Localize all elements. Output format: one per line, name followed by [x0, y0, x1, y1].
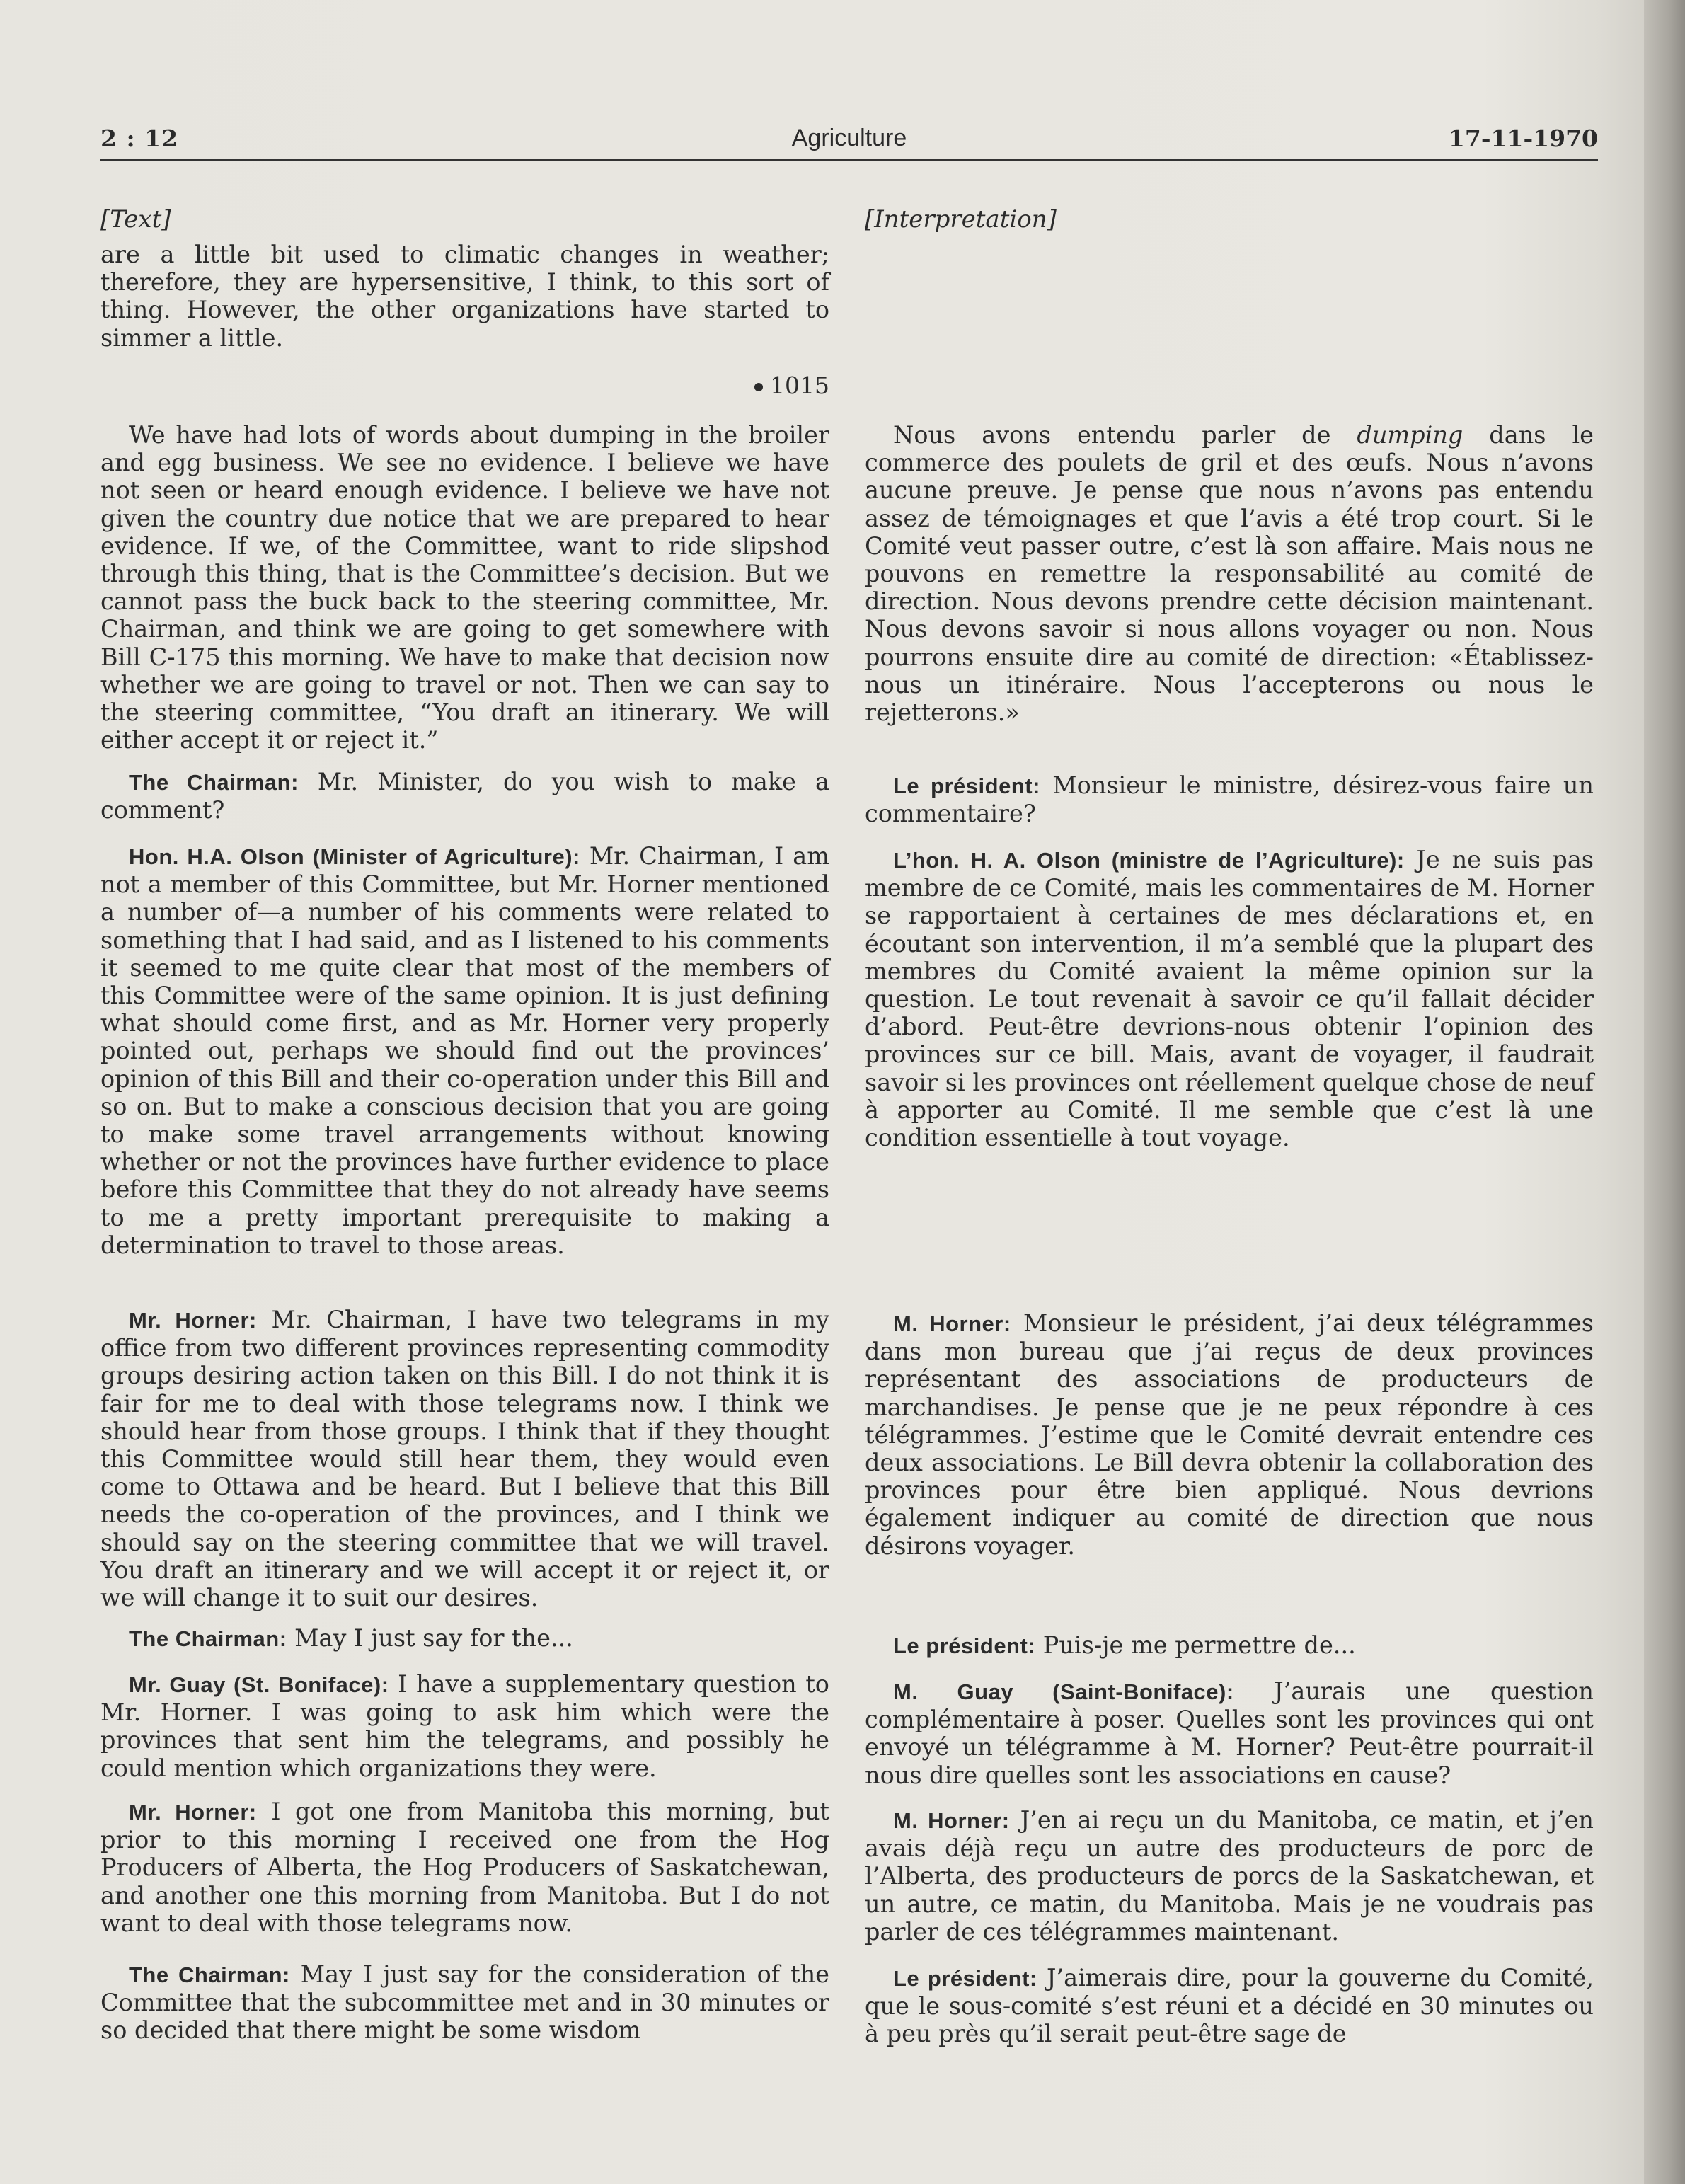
page-binding-shadow [1644, 0, 1685, 2184]
bullet-icon [754, 383, 763, 391]
speech-text: Monsieur le ministre, désirez-vous faire un commentaire? [865, 771, 1594, 828]
paragraph-chairman-2 [100, 1624, 829, 1653]
speech-text: Mr. Minister, do you wish to make a comment? [100, 768, 829, 824]
paragraph-horner-telegrams [100, 1306, 829, 1611]
paragraph-continuation: are a little bit used to climatic changes in weather; therefore, they are hypersensitive, I think, to this sort of thing. However, the other organizations have started to simmer a little. [100, 241, 829, 352]
speech-text: May I just say for the consideration of the Committee that the subcommittee met and in 30 minutes or so decided that there might be some wisdom [100, 1960, 829, 2045]
text-label: [Text] [100, 205, 171, 234]
speaker-name: L’hon. H. A. Olson (ministre de l’Agriculture): [893, 848, 1405, 873]
paragraph-olson [100, 842, 829, 1259]
speech-text: Mr. Chairman, I have two telegrams in my office from two different provinces representing commodity groups desiring action taken on this Bill. I do not think it is fair for me to deal with those telegrams now. I think we should hear from those groups. I think that if they thought this Committee would still hear them, they would even come to Ottawa and be heard. But I believe that this Bill needs the co-operation of the provinces, and I think we should say on the steering committee that we will travel. You draft an itinerary and we will accept it or reject it, or we will change it to suit our desires. [100, 1306, 829, 1612]
french-column [865, 205, 1594, 2048]
speaker-name: M. Guay (Saint-Boniface): [893, 1679, 1234, 1704]
speaker-name: Le président: [893, 1633, 1036, 1658]
page-date: 17-11-1970 [1448, 125, 1598, 152]
paragraph-guay [100, 1670, 829, 1782]
paragraph-horner-telegrams-fr [865, 1309, 1594, 1560]
paragraph-horner-dumping-fr [865, 421, 1594, 726]
speaker-name: Mr. Horner: [129, 1308, 257, 1333]
speech-text: Monsieur le président, j’ai deux télégrammes dans mon bureau que j’ai reçus de deux provinces représentant des associations de producteurs de marchandises. Je pense que je ne peux répondre à ces télégrammes. J’estime que le Comité devrait entendre ces deux associations. Le Bill devra obtenir la collaboration des provinces pour être bien appliqué. Nous devrions également indiquer au comité de direction que nous désirons voyager. [865, 1309, 1594, 1560]
speech-text: May I just say for the... [287, 1624, 573, 1652]
speech-text: J’aimerais dire, pour la gouverne du Comité, que le sous-comité s’est réuni et a décidé en 30 minutes ou à peu près qu’il serait peut-être sage de [865, 1964, 1594, 2048]
paragraph-horner-dumping: We have had lots of words about dumping in the broiler and egg business. We see no evidence. I believe we have not seen or heard enough evidence. I believe we have not given the country due notice that we are prepared to hear evidence. If we, of the Committee, want to ride slipshod through this thing, that is the Committee’s decision. But we cannot pass the buck back to the steering committee, Mr. Chairman, and think we are going to get somewhere with Bill C-175 this morning. We have to make that decision now whether we are going to travel or not. Then we can say to the steering committee, “You draft an itinerary. We will either accept it or reject it.” [100, 421, 829, 754]
speech-text: I have a supplementary question to Mr. Horner. I was going to ask him which were the provinces that sent him the telegrams, and possibly he could mention which organizations they were. [100, 1670, 829, 1782]
speaker-name: The Chairman: [129, 1962, 290, 1987]
speaker-name: Le président: [893, 774, 1040, 798]
paragraph-chairman-3 [100, 1960, 829, 2045]
paragraph-olson-fr [865, 846, 1594, 1151]
page-number: 2 : 12 [100, 125, 179, 152]
speech-text: Mr. Chairman, I am not a member of this Committee, but Mr. Horner mentioned a number of—a number of his comments were related to something that I had said, and as I listened to his comments it seemed to me quite clear that most of the members of this Committee were of the same opinion. It is just defining what should come first, and as Mr. Horner very properly pointed out, perhaps we should find out the provinces’ opinion of this Bill and their co-operation under this Bill and so on. But to make a conscious decision that you are going to make some travel arrangements without knowing whether or not the provinces have further evidence to place before this Committee that they do not already have seems to me a pretty important prerequisite to making a determination to travel to those areas. [100, 842, 829, 1259]
speech-text: dans le commerce des poulets de gril et des œufs. Nous n’avons aucune preuve. Je pense que nous n’avons pas entendu assez de témoignages et que l’avis a été trop court. Si le Comité veut passer outre, c’est là son affaire. Mais nous ne pouvons en remettre la responsabilité au comité de direction. Nous devons prendre cette décision maintenant. Nous devons savoir si nous allons voyager ou non. Nous pourrons ensuite dire au comité de direction: «Établissez-nous un itinéraire. Nous l’accepterons ou nous le rejetterons.» [865, 421, 1594, 727]
speaker-name: Le président: [893, 1966, 1037, 1991]
english-column [100, 205, 829, 2045]
time-marker [100, 372, 829, 399]
speaker-name: M. Horner: [893, 1808, 1010, 1833]
paragraph-guay-fr [865, 1677, 1594, 1789]
paragraph-chairman-2-fr [865, 1631, 1594, 1660]
speech-text: J’en ai reçu un du Manitoba, ce matin, et j’en avais déjà reçu un autre des producteurs de porc de l’Alberta, des producteurs de porcs de la Saskatchewan, et un autre, ce matin, du Manitoba. Mais je ne voudrais pas parler de ces télégrammes maintenant. [865, 1806, 1594, 1946]
speaker-name: The Chairman: [129, 770, 299, 795]
speech-text: I got one from Manitoba this morning, but prior to this morning I received one from the Hog Producers of Alberta, the Hog Producers of Saskatchewan, and another one this morning from Manitoba. But I do not want to deal with those telegrams now. [100, 1798, 829, 1937]
speech-text: Puis-je me permettre de... [1035, 1631, 1356, 1659]
speaker-name: Hon. H.A. Olson (Minister of Agriculture): [129, 844, 580, 869]
time-marker-value: 1015 [770, 372, 829, 399]
emphasis-text: dumping [1357, 421, 1463, 449]
speaker-name: M. Horner: [893, 1311, 1011, 1336]
speech-text: Nous avons entendu parler de [893, 421, 1357, 449]
paragraph-chairman-3-fr [865, 1964, 1594, 2048]
speaker-name: Mr. Guay (St. Boniface): [129, 1672, 389, 1697]
page-title: Agriculture [791, 125, 907, 151]
interpretation-label: [Interpretation] [865, 205, 1057, 234]
paragraph-horner-reply-fr [865, 1806, 1594, 1946]
paragraph-chairman-1-fr [865, 771, 1594, 827]
paragraph-chairman-1 [100, 768, 829, 824]
paragraph-horner-reply [100, 1798, 829, 1937]
speech-text: J’aurais une question complémentaire à poser. Quelles sont les provinces qui ont envoyé un télégramme à M. Horner? Peut-être pourrait-il nous dire quelles sont les associations en cause? [865, 1677, 1594, 1789]
speaker-name: Mr. Horner: [129, 1800, 257, 1824]
speaker-name: The Chairman: [129, 1626, 287, 1651]
speech-text: Je ne suis pas membre de ce Comité, mais les commentaires de M. Horner se rapportaient à certaines de mes déclarations et, en écoutant son intervention, il m’a semblé que la plupart des membres du Comité avaient la même opinion sur la question. Le tout revenait à savoir ce qu’il fallait décider d’abord. Peut-être devrions-nous obtenir l’opinion des provinces sur ce bill. Mais, avant de voyager, il faudrait savoir si les provinces ont réellement quelque chose de neuf à apporter au Comité. Il me semble que c’est là une condition essentielle à tout voyage. [865, 846, 1594, 1152]
page-header [100, 125, 1598, 161]
